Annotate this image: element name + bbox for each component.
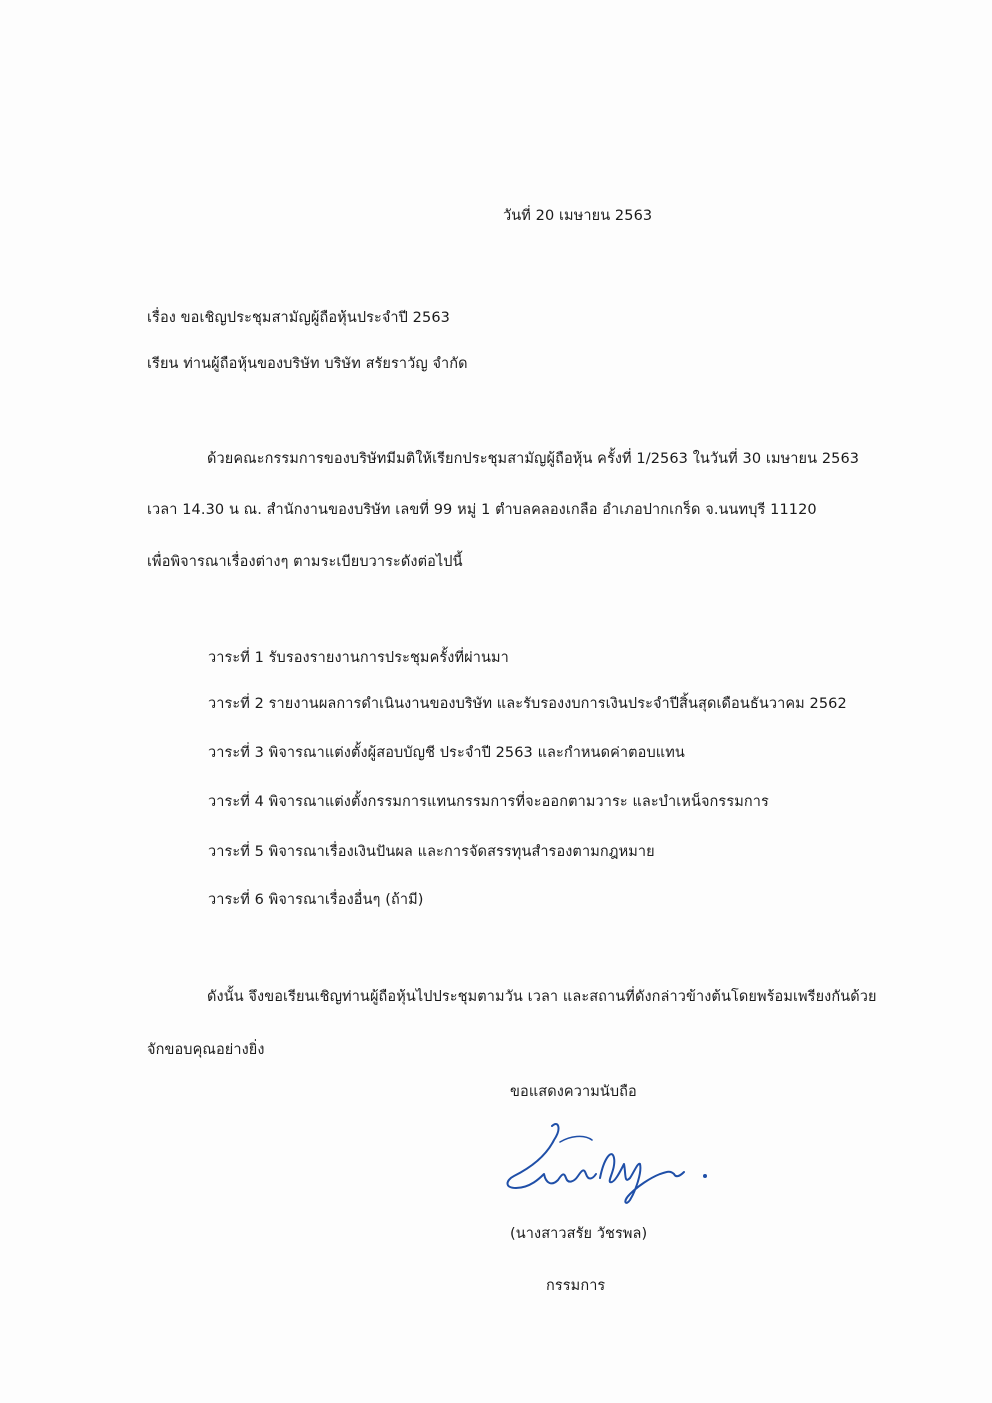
agenda-item: วาระที่ 6 พิจารณาเรื่องอื่นๆ (ถ้ามี) (208, 892, 424, 908)
letter-subject: เรื่อง ขอเชิญประชุมสามัญผู้ถือหุ้นประจำปี 2563 (147, 310, 450, 326)
handwritten-signature (500, 1118, 715, 1213)
agenda-item: วาระที่ 5 พิจารณาเรื่องเงินปันผล และการจัดสรรทุนสำรองตามกฎหมาย (208, 844, 655, 860)
thanks-line: จักขอบคุณอย่างยิ่ง (147, 1042, 265, 1058)
body-line-1: ด้วยคณะกรรมการของบริษัทมีมติให้เรียกประชุมสามัญผู้ถือหุ้น ครั้งที่ 1/2563 ในวันที่ 30 เมษายน 2563 (207, 451, 860, 467)
signatory-name: (นางสาวสรัย วัชรพล) (510, 1226, 648, 1242)
signatory-position: กรรมการ (546, 1278, 606, 1294)
agenda-item: วาระที่ 1 รับรองรายงานการประชุมครั้งที่ผ่านมา (208, 650, 509, 666)
agenda-item: วาระที่ 4 พิจารณาแต่งตั้งกรรมการแทนกรรมการที่จะออกตามวาระ และบำเหน็จกรรมการ (208, 794, 769, 810)
regards-line: ขอแสดงความนับถือ (510, 1084, 637, 1100)
agenda-item: วาระที่ 3 พิจารณาแต่งตั้งผู้สอบบัญชี ประจำปี 2563 และกำหนดค่าตอบแทน (208, 745, 685, 761)
letter-date: วันที่ 20 เมษายน 2563 (503, 208, 653, 224)
closing-paragraph: ดังนั้น จึงขอเรียนเชิญท่านผู้ถือหุ้นไปประชุมตามวัน เวลา และสถานที่ดังกล่าวข้างต้นโดยพร้อมเพรียงกันด้วย (207, 989, 877, 1005)
letter-recipient: เรียน ท่านผู้ถือหุ้นของบริษัท บริษัท สรัยราวัญ จำกัด (147, 356, 468, 372)
body-line-3: เพื่อพิจารณาเรื่องต่างๆ ตามระเบียบวาระดังต่อไปนี้ (147, 554, 463, 570)
body-line-2: เวลา 14.30 น ณ. สำนักงานของบริษัท เลขที่ 99 หมู่ 1 ตำบลคลองเกลือ อำเภอปากเกร็ด จ.นนทบุรี 11120 (147, 502, 817, 518)
agenda-item: วาระที่ 2 รายงานผลการดำเนินงานของบริษัท และรับรองงบการเงินประจำปีสิ้นสุดเดือนธันวาคม 2562 (208, 696, 847, 712)
